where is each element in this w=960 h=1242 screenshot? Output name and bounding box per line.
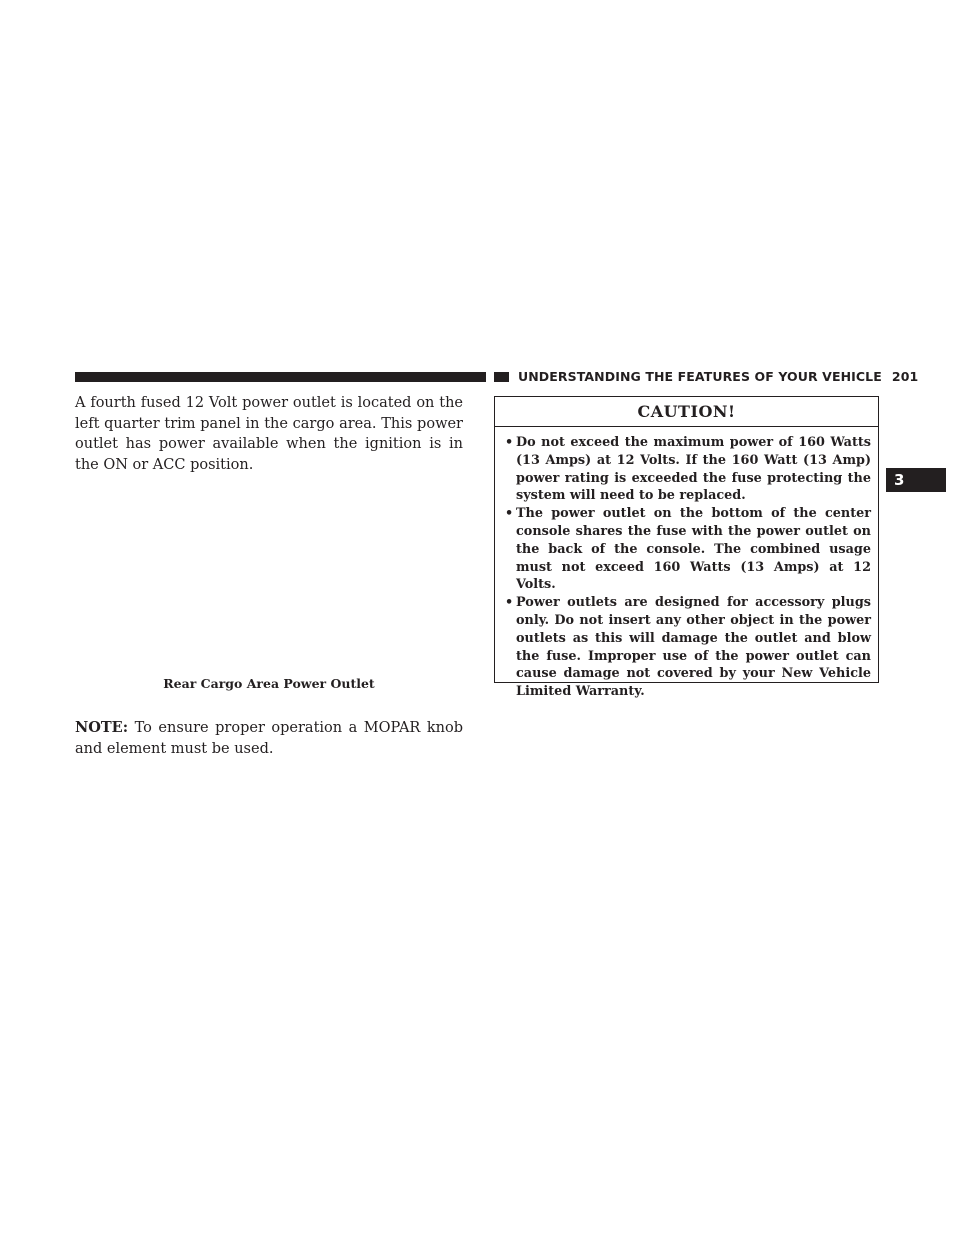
caution-list <box>495 427 878 701</box>
header-rule-left <box>75 372 486 382</box>
caution-item: • Do not exceed the maximum power of 160 Watts (13 Amps) at 12 Volts. If the 160 Watt (13 Amp) power rating is exceeded the fuse protecting the system will need to be replaced. <box>505 435 871 504</box>
chapter-tab: 3 <box>886 468 946 492</box>
header-title: UNDERSTANDING THE FEATURES OF YOUR VEHICLE <box>518 369 882 384</box>
bullet-icon: • <box>505 595 514 611</box>
figure-rear-cargo-outlet <box>75 478 463 668</box>
body-paragraph: A fourth fused 12 Volt power outlet is located on the left quarter trim panel in the cargo area. This power outlet has power available when the ignition is in the ON or ACC position. <box>75 395 463 473</box>
caution-item: • Power outlets are designed for accessory plugs only. Do not insert any other object in the power outlets as this will damage the outlet and blow the fuse. Improper use of the power outlet can cause damage not covered by your New Vehicle Limited Warranty. <box>505 595 871 700</box>
note-paragraph <box>75 718 463 759</box>
caution-item: • The power outlet on the bottom of the center console shares the fuse with the power outlet on the back of the console. The combined usage must not exceed 160 Watts (13 Amps) at 12 Volts. <box>505 506 871 593</box>
running-header <box>518 369 918 384</box>
caution-box <box>494 396 879 700</box>
header-rule-right <box>494 372 509 382</box>
bullet-icon: • <box>505 506 514 522</box>
bullet-icon: • <box>505 435 514 450</box>
figure-caption: Rear Cargo Area Power Outlet <box>163 676 375 691</box>
note-text: To ensure proper operation a MOPAR knob and element must be used. <box>75 720 463 757</box>
page-number: 201 <box>891 369 919 384</box>
caution-title: CAUTION! <box>495 397 878 427</box>
note-label: NOTE: <box>75 719 129 736</box>
